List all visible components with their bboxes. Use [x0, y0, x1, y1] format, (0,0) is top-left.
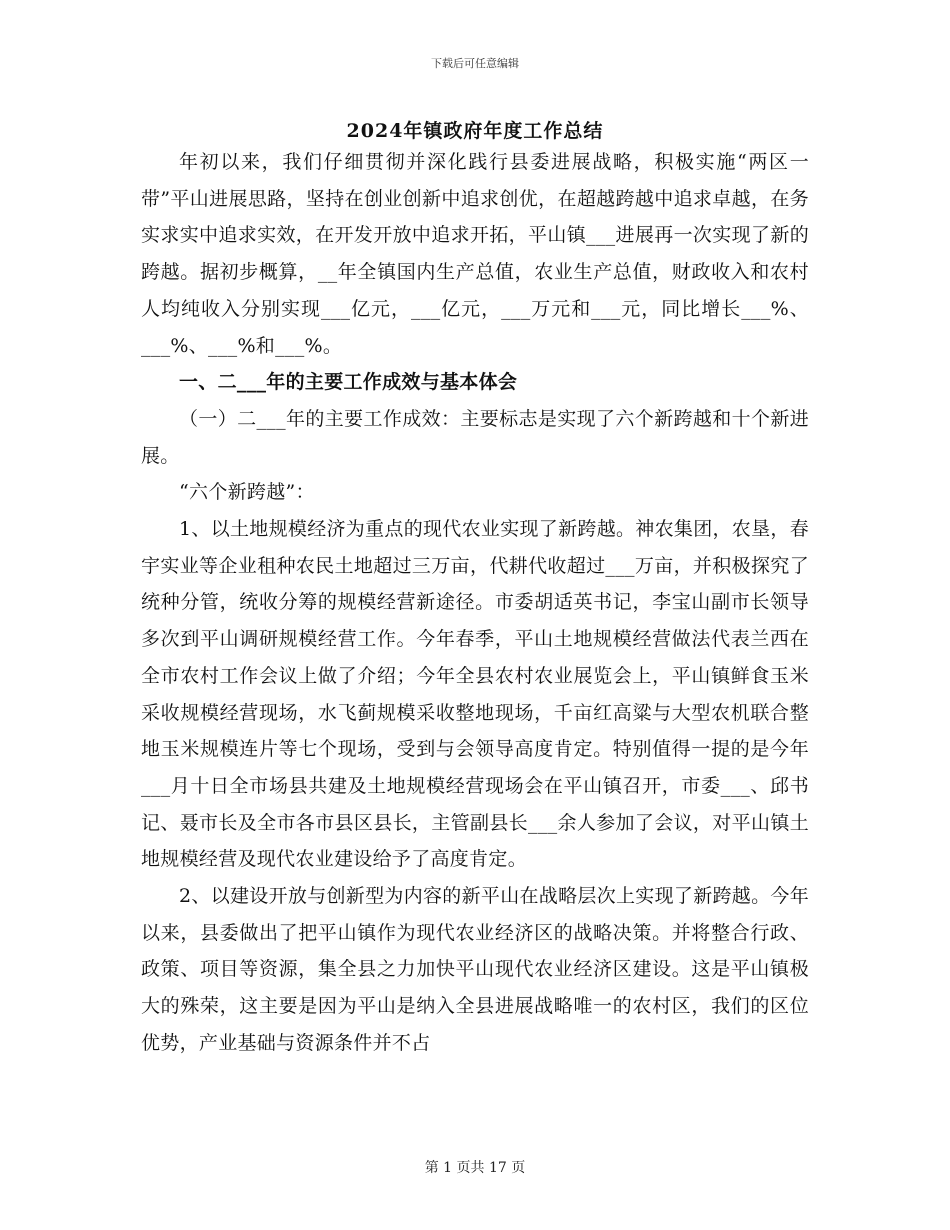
section-heading: 一、二___年的主要工作成效与基本体会 [179, 371, 518, 394]
subsection-paragraph: （一）二___年的主要工作成效：主要标志是实现了六个新跨越和十个新进展。 [141, 407, 809, 467]
document-title: 2024年镇政府年度工作总结 [346, 120, 604, 142]
header-note: 下载后可任意编辑 [431, 57, 519, 70]
item-1-paragraph: 1、以土地规模经济为重点的现代农业实现了新跨越。神农集团，农垦，春宇实业等企业租种农民土地超过三万亩，代耕代收超过___万亩，并积极探究了统种分管，统收分筹的规模经营新途径。市委胡适英书记，李宝山副市长领导多次到平山调研规模经营工作。今年春季，平山土地规模经营做法代表兰西在全市农村工作会议上做了介绍；今年全县农村农业展览会上，平山镇鲜食玉米采收规模经营现场，水飞蓟规模采收整地现场，千亩红高粱与大型农机联合整地玉米规模连片等七个现场，受到与会领导高度肯定。特别值得一提的是今年___月十日全市场县共建及土地规模经营现场会在平山镇召开，市委___、邱书记、聂市长及全市各市县区县长，主管副县长___余人参加了会议，对平山镇土地规模经营及现代农业建设给予了高度肯定。 [141, 518, 809, 871]
page-footer: 第 1 页共 17 页 [424, 1160, 526, 1176]
list-heading: “六个新跨越”： [179, 481, 315, 504]
document-body [141, 144, 809, 1062]
item-2-paragraph: 2、以建设开放与创新型为内容的新平山在战略层次上实现了新跨越。今年以来，县委做出了把平山镇作为现代农业经济区的战略决策。并将整合行政、政策、项目等资源，集全县之力加快平山现代农业经济区建设。这是平山镇极大的殊荣，这主要是因为平山是纳入全县进展战略唯一的农村区，我们的区位优势，产业基础与资源条件并不占 [141, 885, 809, 1054]
intro-paragraph: 年初以来，我们仔细贯彻并深化践行县委进展战略，积极实施“两区一带”平山进展思路，坚持在创业创新中追求创优，在超越跨越中追求卓越，在务实求实中追求实效，在开发开放中追求开拓，平山镇___进展再一次实现了新的跨越。据初步概算，__年全镇国内生产总值，农业生产总值，财政收入和农村人均纯收入分别实现___亿元，___亿元，___万元和___元，同比增长___%、___%、___%和___%。 [141, 151, 809, 357]
